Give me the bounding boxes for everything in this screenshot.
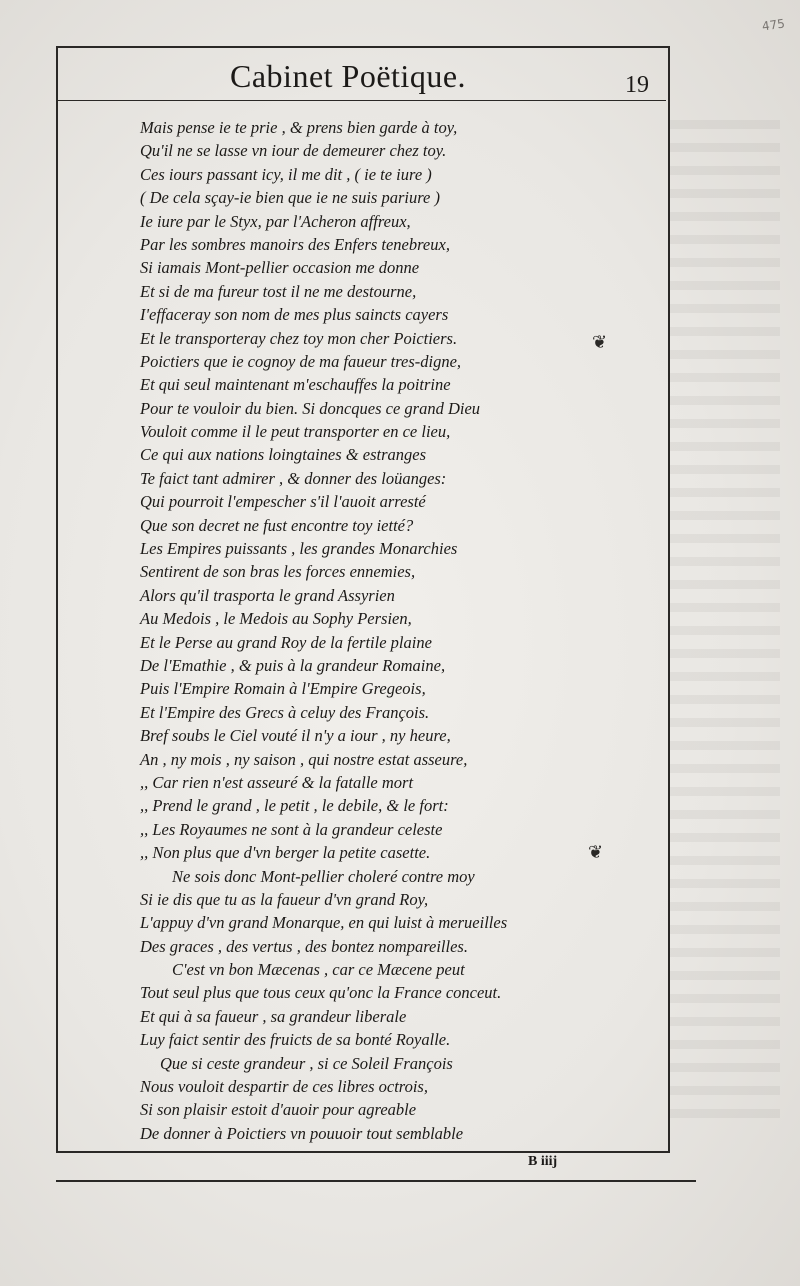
verse-line-quoted: ,, Non plus que d'vn berger la petite casette. — [140, 843, 431, 863]
verse-line: Si ie dis que tu as la faueur d'vn grand Roy, — [140, 889, 429, 909]
verse-line: Par les sombres manoirs des Enfers tenebreux, — [140, 234, 450, 254]
fleuron-icon: ❦ — [592, 332, 608, 352]
verse-line: Mais pense ie te prie , & prens bien garde à toy, — [140, 118, 458, 137]
verse-line: Que si ceste grandeur , si ce Soleil François — [160, 1053, 453, 1073]
verse-line-quoted: ,, Car rien n'est asseuré & la fatalle mort — [140, 772, 414, 792]
verse-line: Bref soubs le Ciel vouté il n'y a iour , ny heure, — [140, 726, 451, 746]
verse-line: Nous vouloit despartir de ces libres octrois, — [140, 1077, 428, 1097]
archive-pencil-mark: 475 — [761, 16, 786, 34]
verse-line-quoted: ,, Les Royaumes ne sont à la grandeur celeste — [140, 819, 443, 839]
verse-line: ( De cela sçay-ie bien que ie ne suis pariure ) — [140, 188, 440, 208]
verse-line: Qui pourroit l'empescher s'il l'auoit arresté — [140, 492, 426, 512]
verse-line-quoted: ,, Prend le grand , le petit , le debile, & le fort: — [140, 796, 449, 816]
verse-line: Ne sois donc Mont-pellier choleré contre moy — [172, 866, 475, 886]
verse-line: Et si de ma fureur tost il ne me destourne, — [140, 281, 417, 301]
verse-line: Les Empires puissants , les grandes Monarchies — [140, 539, 458, 559]
verse-line: Des graces , des vertus , des bontez nompareilles. — [140, 936, 468, 956]
verse-line: Au Medois , le Medois au Sophy Persien, — [140, 609, 412, 629]
verse-line: Ces iours passant icy, il me dit , ( ie te iure ) — [140, 164, 432, 184]
verse-line: Qu'il ne se lasse vn iour de demeurer chez toy. — [140, 141, 447, 161]
verse-line: Si iamais Mont-pellier occasion me donne — [140, 258, 420, 278]
verse-line: Pour te vouloir du bien. Si doncques ce grand Dieu — [140, 398, 481, 418]
header-rule — [56, 100, 666, 101]
verse-line: De l'Emathie , & puis à la grandeur Romaine, — [140, 655, 446, 675]
verse-line: An , ny mois , ny saison , qui nostre estat asseure, — [140, 749, 468, 769]
verse-line: I'effaceray son nom de mes plus saincts cayers — [140, 305, 449, 325]
verse-line: Et le Perse au grand Roy de la fertile plaine — [140, 632, 432, 652]
verse-line: Ie iure par le Styx, par l'Acheron affreux, — [140, 211, 411, 231]
verse-line: Et qui seul maintenant m'eschauffes la poitrine — [140, 375, 451, 395]
running-title: Cabinet Poëtique. — [230, 58, 467, 94]
verse-line: De donner à Poictiers vn pouuoir tout semblable — [140, 1123, 464, 1143]
fleuron-icon: ❦ — [588, 842, 604, 862]
verse-line: Que son decret ne fust encontre toy ietté? — [140, 515, 414, 535]
verse-line: Vouloit comme il le peut transporter en ce lieu, — [140, 422, 451, 442]
verse-line: L'appuy d'vn grand Monarque, en qui luist à merueilles — [140, 913, 508, 933]
frame-bottom-rule — [56, 1151, 670, 1153]
verse-line: Et le transporteray chez toy mon cher Poictiers. — [140, 328, 458, 348]
verse-line: Tout seul plus que tous ceux qu'onc la France conceut. — [140, 983, 502, 1003]
signature-mark: B iiij — [528, 1154, 558, 1169]
footer-rule — [56, 1180, 696, 1182]
verse-line: Ce qui aux nations loingtaines & estranges — [140, 445, 426, 465]
verse-line: Si son plaisir estoit d'auoir pour agreable — [140, 1100, 417, 1120]
verse-line: Et l'Empire des Grecs à celuy des François. — [140, 702, 430, 722]
verse-line: C'est vn bon Mæcenas , car ce Mæcene peut — [172, 960, 465, 980]
verse-line: Puis l'Empire Romain à l'Empire Gregeois, — [140, 679, 426, 699]
verse-line: Alors qu'il trasporta le grand Assyrien — [140, 585, 395, 605]
show-through-text — [670, 120, 780, 1130]
poem-text — [140, 116, 640, 1145]
verse-line: Et qui à sa faueur , sa grandeur liberale — [140, 1006, 407, 1026]
verse-line: Te faict tant admirer , & donner des loüanges: — [140, 468, 447, 488]
verse-line: Sentirent de son bras les forces ennemies, — [140, 562, 416, 582]
verse-line: Poictiers que ie cognoy de ma faueur tres-digne, — [140, 351, 462, 371]
page-number: 19 — [625, 72, 649, 98]
verse-line: Luy faict sentir des fruicts de sa bonté Royalle. — [140, 1030, 451, 1050]
